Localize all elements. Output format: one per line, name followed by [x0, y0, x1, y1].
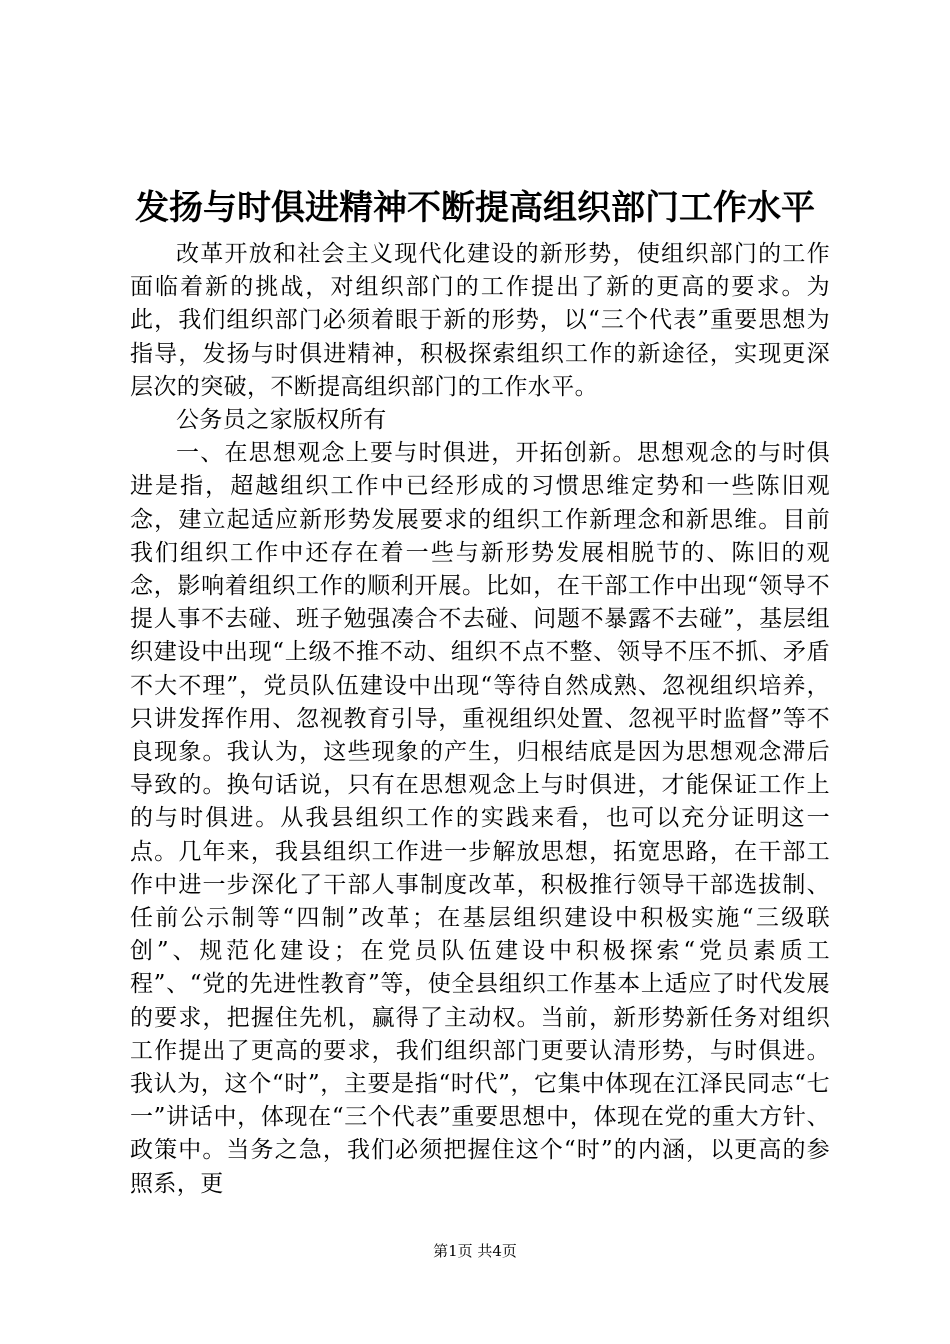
document-body [130, 238, 830, 1201]
page-title: 发扬与时俱进精神不断提高组织部门工作水平 [135, 188, 815, 228]
paragraph-intro: 改革开放和社会主义现代化建设的新形势，使组织部门的工作面临着新的挑战，对组织部门的工作提出了新的更高的要求。为此，我们组织部门必须着眼于新的形势，以“三个代表”重要思想为指导，发扬与时俱进精神，积极探索组织工作的新途径，实现更深层次的突破，不断提高组织部门的工作水平。 [130, 241, 830, 400]
page-footer: 第1页 共4页 [433, 1242, 517, 1260]
paragraph-copyright-note: 公务员之家版权所有 [176, 407, 387, 434]
paragraph-section-one: 一、在思想观念上要与时俱进，开拓创新。思想观念的与时俱进是指，超越组织工作中已经形成的习惯思维定势和一些陈旧观念，建立起适应新形势发展要求的组织工作新理念和新思维。目前我们组织工作中还存在着一些与新形势发展相脱节的、陈旧的观念，影响着组织工作的顺利开展。比如，在干部工作中出现“领导不提人事不去碰、班子勉强凑合不去碰、问题不暴露不去碰”，基层组织建设中出现“上级不推不动、组织不点不整、领导不压不抓、矛盾不大不理”，党员队伍建设中出现“等待自然成熟、忽视组织培养，只讲发挥作用、忽视教育引导，重视组织处置、忽视平时监督”等不良现象。我认为，这些现象的产生，归根结底是因为思想观念滞后导致的。换句话说，只有在思想观念上与时俱进，才能保证工作上的与时俱进。从我县组织工作的实践来看，也可以充分证明这一点。几年来，我县组织工作进一步解放思想，拓宽思路，在干部工作中进一步深化了干部人事制度改革，积极推行领导干部选拔制、任前公示制等“四制”改革；在基层组织建设中积极实施“三级联创”、规范化建设；在党员队伍建设中积极探索“党员素质工程”、“党的先进性教育”等，使全县组织工作基本上适应了时代发展的要求，把握住先机，赢得了主动权。当前，新形势新任务对组织工作提出了更高的要求，我们组织部门更要认清形势，与时俱进。我认为，这个“时”，主要是指“时代”，它集中体现在江泽民同志“七一”讲话中，体现在“三个代表”重要思想中，体现在党的重大方针、政策中。当务之急，我们必须把握住这个“时”的内涵，以更高的参照系，更 [130, 440, 830, 1197]
